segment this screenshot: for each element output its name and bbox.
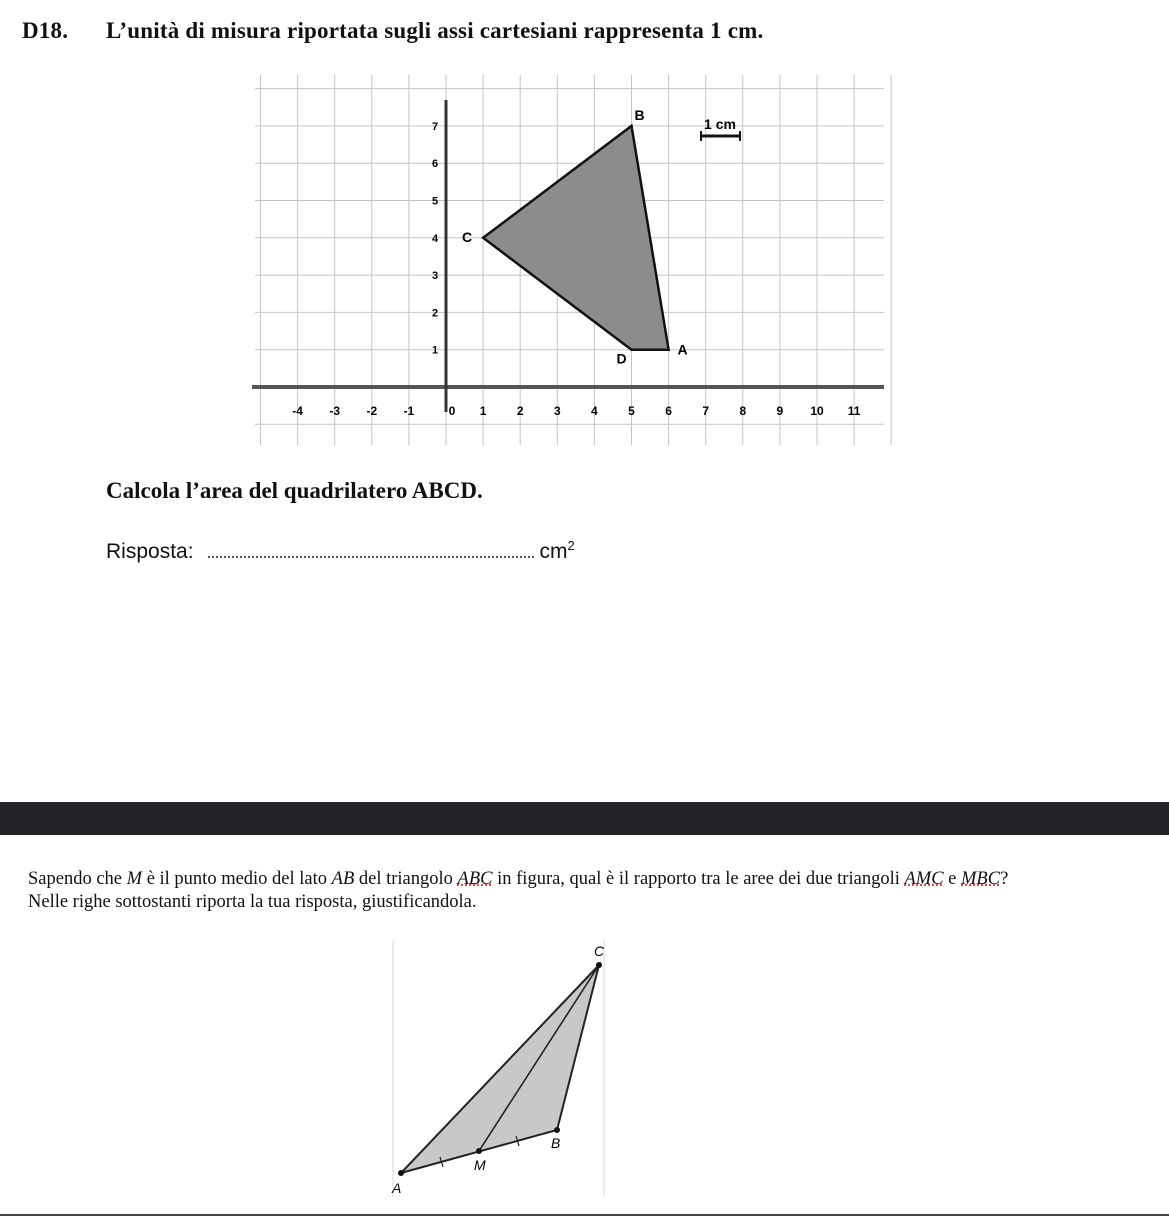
problem-statement: L’unità di misura riportata sugli assi cartesiani rappresenta 1 cm. (106, 18, 764, 43)
triangle-abc (401, 965, 599, 1173)
vertex-label-b: B (634, 106, 645, 123)
point-c (596, 962, 602, 968)
question-text: Calcola l’area del quadrilatero ABCD. (106, 478, 483, 503)
x-tick-label: 10 (810, 404, 824, 418)
x-tick-label: 4 (591, 404, 598, 418)
x-tick-label: 7 (702, 404, 710, 418)
x-tick-label: -3 (329, 404, 341, 418)
x-tick-label: 2 (516, 404, 524, 418)
y-tick-label: 3 (431, 270, 439, 283)
x-tick-label: -2 (366, 404, 378, 418)
x-tick-label: -4 (292, 404, 303, 418)
x-tick-label: 9 (776, 404, 784, 418)
vertex-label-d: D (616, 350, 627, 367)
problem-number: D18. (22, 18, 69, 43)
x-tick-label: 6 (665, 404, 672, 418)
point-b (554, 1127, 560, 1133)
x-tick-label: 0 (448, 404, 456, 418)
x-tick-label: 5 (628, 404, 635, 418)
page-bottom-border (0, 1214, 1169, 1216)
label-a: A (392, 1180, 402, 1196)
answer-unit: $cm^2$ (539, 538, 575, 563)
vertex-label-a: A (677, 341, 688, 358)
y-tick-label: 4 (431, 232, 439, 245)
y-tick-label: 1 (431, 344, 439, 357)
label-m: M (474, 1157, 486, 1173)
y-tick-label: 7 (431, 120, 439, 133)
vertex-label-c: C (462, 228, 473, 245)
x-tick-label: 8 (739, 404, 747, 418)
problem2-text: Sapendo che M è il punto medio del lato AB del triangolo ABC in figura, qual è il rapporto tra le aree dei due triangoli AMC e MBC? Nelle righe sottostanti riporta la tua risposta, giustificandola. (28, 869, 1009, 912)
answer-label: Risposta: (106, 540, 194, 563)
point-a (398, 1170, 404, 1176)
x-tick-label: 3 (553, 404, 561, 418)
point-m (476, 1148, 482, 1154)
y-tick-label: 5 (431, 195, 439, 208)
scale-label: 1 cm (704, 116, 736, 132)
y-tick-label: 2 (431, 307, 439, 320)
label-b: B (551, 1135, 561, 1151)
y-tick-label: 6 (431, 158, 439, 171)
x-tick-label: 1 (479, 404, 487, 418)
x-tick-label: 11 (847, 404, 861, 418)
label-c: C (594, 943, 605, 959)
x-tick-label: -1 (403, 404, 415, 418)
